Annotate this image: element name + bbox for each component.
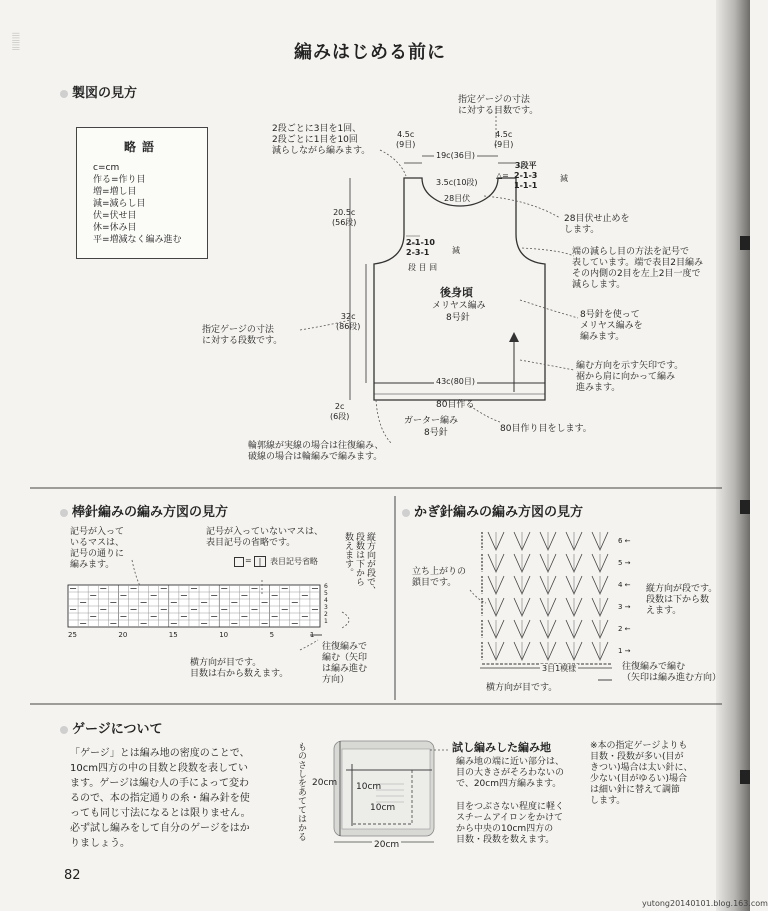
piece-needle: 8号針: [446, 313, 470, 323]
note-turning-chain: 立ち上がりの 鎖目です。: [412, 567, 467, 588]
crochet-row-label: 2 ←: [618, 625, 631, 633]
knit-col-numbers: [68, 630, 320, 640]
scan-artifact: ||||||||: [12, 32, 20, 51]
legend-item: 増=増し目: [93, 187, 137, 197]
dim-body-height: 32c (86段): [336, 312, 361, 331]
legend-item: 作る=作り目: [93, 175, 146, 185]
dim-swatch-width: 20cm: [374, 840, 400, 850]
crochet-row-label: 1 →: [618, 647, 631, 655]
note-crochet-rows: 縦方向が段です。 段数は下から数 えます。: [646, 584, 718, 616]
row-number: 3: [324, 604, 328, 611]
dim-hem-height: 2c (6段): [330, 402, 350, 421]
note-cast-on: 80目作り目をします。: [500, 424, 592, 434]
col-number: 1: [309, 631, 315, 639]
page-title: 編みはじめる前に: [294, 42, 446, 63]
bullet-icon: [60, 726, 68, 734]
col-number: 25: [68, 631, 77, 639]
row-number: 2: [324, 611, 328, 618]
crochet-row-label: 5 →: [618, 559, 631, 567]
note-swatch-measure: 目をつぶさない程度に軽く スチームアイロンをかけて から中央の10cm四方の 目数・段数を数えます。: [456, 802, 565, 845]
neck-bind-off: 28目伏: [444, 194, 471, 203]
piece-stitch: メリヤス編み: [432, 301, 486, 311]
formula-top: 3段平 2-1-3 1-1-1: [514, 161, 538, 190]
note-stitches-horizontal: 横方向が目です。 目数は右から数えます。: [190, 658, 289, 679]
row-number: 1: [324, 618, 328, 625]
row-number: 6: [324, 583, 328, 590]
note-arrow-direction: 編む方向を示す矢印です。 裾から肩に向かって編み 進みます。: [576, 361, 684, 393]
swatch-title: 試し編みした編み地: [452, 741, 551, 754]
note-crochet-flat: 往復編みで編む （矢印は編み進む方向）: [622, 662, 722, 683]
note-needle: 8号針を使って メリヤス編みを 編みます。: [580, 310, 643, 342]
dim-gauge-height: 10cm: [356, 782, 382, 792]
cast-on-count: 80目作る: [436, 400, 475, 410]
hem-stitch: ガーター編み: [404, 416, 459, 426]
section-heading-text: 製図の見方: [72, 86, 138, 101]
note-flat-knitting: 往復編みで 編む（矢印 は編み進む 方向）: [322, 642, 368, 685]
formula-mid-legend: 段 目 回: [408, 263, 438, 272]
crochet-repeat: 3目1模様: [542, 664, 577, 673]
dim-shoulder-right: 4.5c (9目): [494, 130, 514, 149]
section-heading-text: 棒針編みの編み方図の見方: [72, 505, 229, 520]
bullet-icon: [60, 509, 68, 517]
equals-sign: =: [245, 556, 252, 565]
dim-armhole-height: 20.5c (56段): [332, 208, 357, 227]
legend-item: 平=増減なく編み進む: [93, 235, 182, 245]
piece-name: 後身頃: [440, 286, 473, 299]
gauge-swatch: [334, 741, 448, 842]
note-outline-style: 輪郭線が実線の場合は往復編み、 破線の場合は輪編みで編みます。: [248, 441, 384, 462]
col-number: 15: [168, 631, 178, 639]
formula-mid-dec: 減: [452, 246, 460, 255]
legend-item: 減=減らし目: [93, 199, 146, 209]
col-number: 10: [219, 631, 229, 639]
dim-neck-depth: 3.5c(10段): [436, 178, 478, 187]
note-decrease-rule: 2段ごとに3目を1回、 2段ごとに1目を10回 減らしながら編みます。: [272, 124, 371, 156]
legend-item: 伏=伏せ目: [93, 211, 137, 221]
note-blank-cells: 記号が入っていないマスは、 表目記号の省略です。: [206, 527, 324, 548]
hem-needle: 8号針: [424, 428, 448, 438]
legend-item: 休=休み目: [93, 223, 137, 233]
gauge-description: 「ゲージ」とは編み地の密度のことで、 10cm四方の中の目数と段数を表してい ます。ゲージは編む人の手によって変わ るので、本の指定通りの糸・編み針を使 っても同じ寸法になるとは限りません。 必ず試し編みをして自分のゲージをはか りましょう。: [70, 748, 251, 849]
dim-neck-width: 19c(36目): [436, 151, 475, 160]
note-gauge-rows: 指定ゲージの寸法 に対する段数です。: [202, 325, 283, 346]
legend-item: c=cm: [93, 163, 120, 173]
note-swatch-size: 編み地の端に近い部分は、 目の大きさがそろわないの で、20cm四方編みます。: [456, 757, 565, 789]
dim-shoulder-left: 4.5c (9目): [396, 130, 416, 149]
crochet-row-label: 6 ←: [618, 537, 631, 545]
knit-stitch-icon: |: [254, 556, 266, 567]
blank-cell-icon: [234, 557, 244, 567]
formula-top-dec: 減: [560, 174, 568, 183]
dim-swatch-height: 20cm: [312, 778, 338, 788]
row-number: 4: [324, 597, 328, 604]
crochet-row-label: 3 →: [618, 603, 631, 611]
note-rows-vertical: 縦方向が段で、 段数は下から 数えます。: [343, 532, 375, 595]
note-symbol-cells: 記号が入って いるマスは、 記号の通りに 編みます。: [70, 527, 125, 570]
bullet-icon: [402, 509, 410, 517]
note-ruler: ものさしをあててはかる: [296, 742, 306, 841]
note-crochet-horizontal: 横方向が目です。: [486, 683, 558, 693]
col-number: 5: [269, 631, 275, 639]
crochet-chart: [482, 532, 612, 664]
note-neck-bind-off: 28目伏せ止めを します。: [564, 214, 630, 235]
crochet-row-label: 4 ←: [618, 581, 631, 589]
section-heading-text: ゲージについて: [72, 722, 163, 737]
section-heading-gauge: [60, 718, 162, 737]
dim-gauge-width: 10cm: [370, 803, 396, 813]
legend-title: 略語: [123, 140, 160, 154]
row-number: 5: [324, 590, 328, 597]
formula-top-symbol: △=: [496, 171, 509, 180]
section-heading-text: かぎ針編みの編み方図の見方: [414, 505, 584, 520]
note-gauge-stitches: 指定ゲージの寸法 に対する目数です。: [458, 95, 539, 116]
section-heading-crochet-chart: [402, 501, 583, 520]
blank-cell-label: 表目記号省略: [270, 557, 318, 566]
knit-row-numbers: [324, 583, 328, 625]
dim-body-width: 43c(80目): [436, 377, 475, 386]
formula-mid: 2-1-10 2-3-1: [406, 238, 435, 257]
section-heading-knit-chart: [60, 501, 228, 520]
crochet-row-labels: [618, 530, 631, 662]
note-edge-decrease: 端の減らし目の方法を記号で 表しています。端で表目2目編み その内側の2目を左上2目一度で 減らします。: [572, 247, 704, 290]
footer-url: yutong20140101.blog.163.com: [642, 899, 768, 908]
page-number: 82: [64, 868, 81, 883]
note-adjust-needle: ※本の指定ゲージよりも 目数・段数が多い(目が きつい)場合は太い針に、 少ない(目がゆるい)場合 は細い針に替えて調節 します。: [590, 741, 693, 806]
col-number: 20: [118, 631, 128, 639]
